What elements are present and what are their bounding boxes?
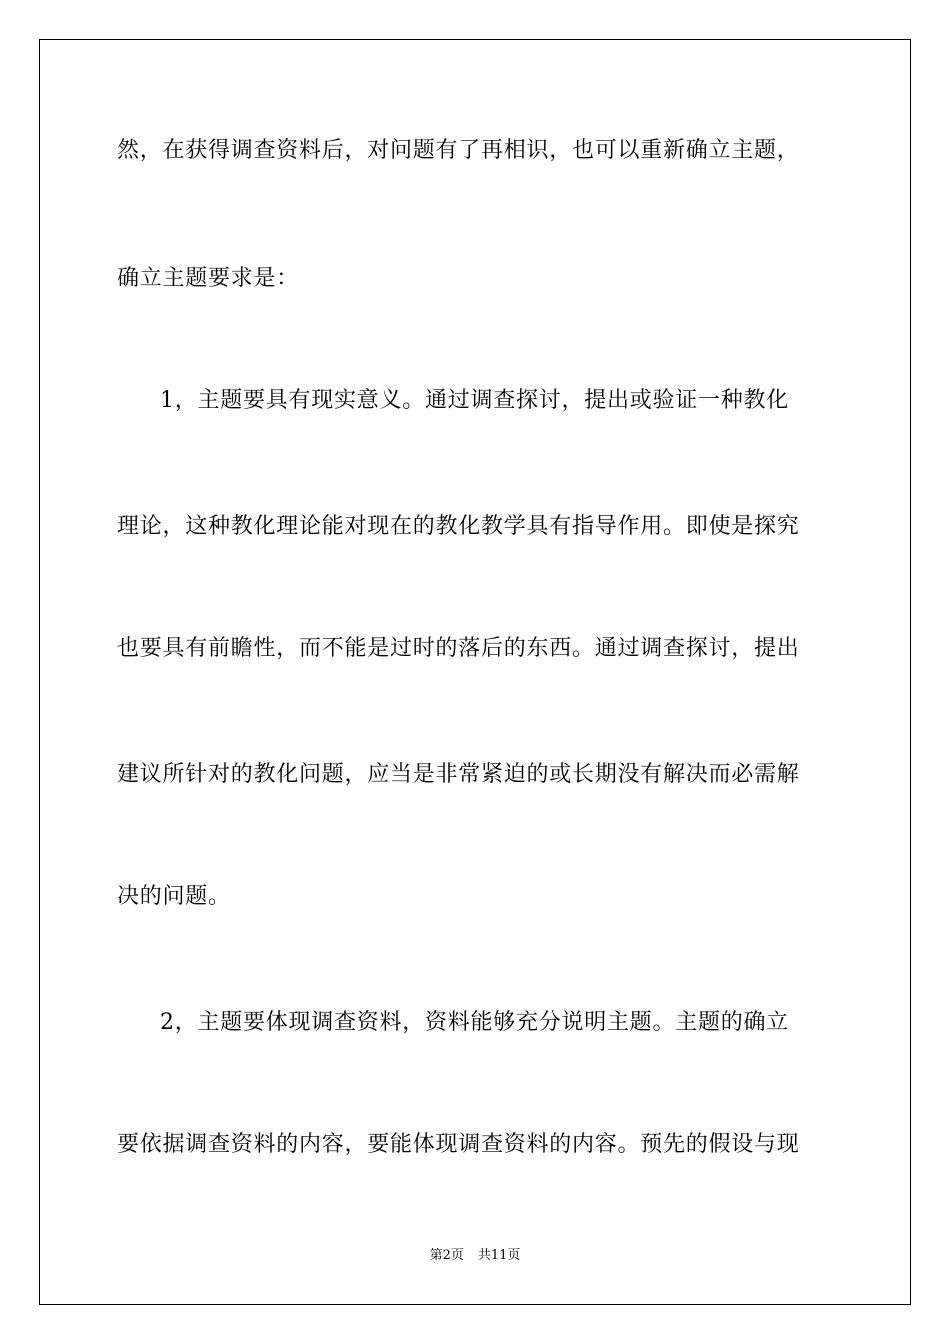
- page-number: 第2页: [429, 1248, 464, 1263]
- body-text-line: 也要具有前瞻性，而不能是过时的落后的东西。通过调查探讨，提出: [117, 636, 800, 661]
- page-frame: [39, 39, 911, 1305]
- page-footer: [0, 1248, 950, 1264]
- body-text-line: 要依据调查资料的内容，要能体现调查资料的内容。预先的假设与现: [117, 1132, 800, 1157]
- body-text-line: 理论，这种教化理论能对现在的教化教学具有指导作用。即使是探究: [117, 514, 800, 539]
- paragraph-1-first-line: 1，主题要具有现实意义。通过调查探讨，提出或验证一种教化: [160, 388, 789, 413]
- page-total: 共11页: [477, 1248, 521, 1263]
- body-text-line: 建议所针对的教化问题，应当是非常紧迫的或长期没有解决而必需解: [117, 762, 800, 787]
- body-text-line: 然，在获得调查资料后，对问题有了再相识，也可以重新确立主题，: [117, 138, 800, 163]
- body-text-line: 决的问题。: [117, 884, 231, 909]
- paragraph-2-first-line: 2，主题要体现调查资料，资料能够充分说明主题。主题的确立: [160, 1010, 789, 1035]
- body-text-line: 确立主题要求是：: [117, 266, 300, 291]
